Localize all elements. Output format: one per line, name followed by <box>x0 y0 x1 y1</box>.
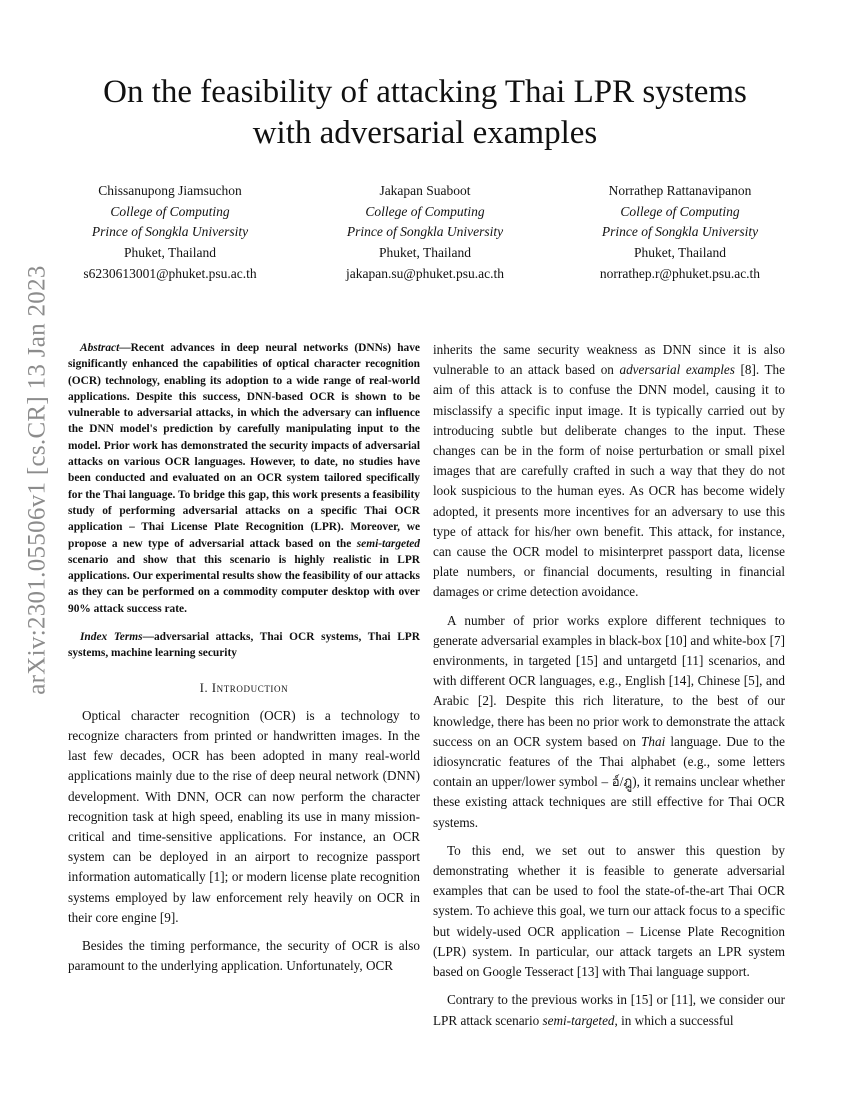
author-college: College of Computing <box>365 203 485 219</box>
author-2 <box>315 181 535 291</box>
author-block <box>60 181 790 291</box>
author-email: norrathep.r@phuket.psu.ac.th <box>599 265 761 281</box>
para-text: inherits the same security weakness as DNN since it is also vulnerable to an attack based on <box>433 342 785 378</box>
para-text: A number of prior works explore different techniques to generate adversarial examples in black-box [10] and white-box [7] environments, in targeted [15] and untargetd [11] scenarios, and with different OCR languages, e.g., English [14], Chinese [5], and Arabic [2]. Despite this rich literature, to the best of our knowledge, there has been no prior work to demonstrate the attack success on an OCR system based on <box>433 612 785 749</box>
paper-title <box>60 72 790 154</box>
title-line-2: with adversarial examples <box>252 115 598 151</box>
author-1 <box>60 181 280 291</box>
right-column <box>433 340 785 1039</box>
index-terms-text: —adversarial attacks, Thai OCR systems, Thai LPR systems, machine learning security <box>68 631 420 660</box>
intro-paragraph-1: Optical character recognition (OCR) is a technology to recognize characters from printed or handwritten images. In the last few decades, OCR has been adopted in many real-world applications mainly due to the rise of deep neural network (DNN) development. With DNN, OCR can now perform the character recognition task at high speed, enabling its use in many mission-critical and time-sensitive applications. For instance, an OCR system can be deployed in an airport to recognize passport information automatically [1]; or modern license plate recognition systems employed by law enforcement rely heavily on OCR in their core engine [9]. <box>68 707 420 925</box>
author-university: Prince of Songkla University <box>601 224 759 240</box>
intro-paragraph-2-cont <box>433 340 785 603</box>
para-text: [8]. The aim of this attack is to confuse the DNN model, causing it to misclassify a specific input image. It is typically carried out by introducing subtle but deliberate changes to the input. These changes can be in the form of noise perturbation or small pixel images that are carefully crafted in such a way that they do not look suspicious to the human eyes. As OCR has become widely adopted, it presents more incentives for an adversary to use this type of attack for his/her own benefit. This attack, for instance, can cause the OCR model to misinterpret passport data, license plate numbers, or financial documents, resulting in financial damages or crime detection avoidance. <box>433 362 785 600</box>
arxiv-id-text: arXiv:2301.05506v1 [cs.CR] 13 Jan 2023 <box>24 265 52 695</box>
author-college: College of Computing <box>620 203 740 219</box>
intro-paragraph-3 <box>433 611 785 833</box>
author-3 <box>570 181 790 291</box>
author-name: Norrathep Rattanavipanon <box>608 183 752 198</box>
author-location: Phuket, Thailand <box>634 245 726 261</box>
abstract-lead: Abstract <box>80 342 120 354</box>
intro-paragraph-2: Besides the timing performance, the security of OCR is also paramount to the underlying application. Unfortunately, OCR <box>68 938 420 974</box>
abstract-text-1: —Recent advances in deep neural networks (DNNs) have significantly enhanced the capabilities of optical character recognition (OCR) technology, enabling its adoption to a wide range of real-world applications. Despite this success, DNN-based OCR is shown to be vulnerable to adversarial attacks, in which the adversary can influence the DNN model's prediction by carefully manipulating input to the model. Prior work has demonstrated the security impacts of adversarial attacks on various OCR languages. However, to date, no studies have been conducted and evaluated on an OCR system tailored specifically for the Thai language. To bridge this gap, this work presents a feasibility study of performing adversarial attacks on a specific Thai OCR application – Thai License Plate Recognition (LPR). Moreover, we propose a new type of adversarial attack based on the <box>68 342 420 550</box>
arxiv-identifier <box>8 265 68 695</box>
abstract-text-2: scenario and show that this scenario is highly realistic in LPR applications. Our experimental results show the feasibility of our attacks as they can be performed on a commodity computer desktop with over 90% attack success rate. <box>68 553 420 615</box>
index-terms <box>68 629 420 662</box>
abstract-emphasis: semi-targeted <box>356 537 420 550</box>
abstract <box>68 340 420 617</box>
author-name: Jakapan Suaboot <box>379 183 471 198</box>
para-text: language. Due to the idiosyncratic features of the Thai alphabet (e.g., some letters contain an upper/lower symbol – อ์/ฎู), it remains unclear whether these existing attack techniques are still effective for Thai OCR systems. <box>433 733 785 830</box>
index-terms-lead: Index Terms <box>80 631 143 644</box>
author-email: jakapan.su@phuket.psu.ac.th <box>346 265 504 281</box>
para-emphasis: Thai <box>641 733 666 749</box>
intro-paragraph-5 <box>433 990 785 1030</box>
para-text: , in which a successful <box>614 1012 734 1028</box>
author-location: Phuket, Thailand <box>379 245 471 261</box>
author-college: College of Computing <box>110 203 230 219</box>
author-name: Chissanupong Jiamsuchon <box>98 183 242 198</box>
para-emphasis: semi-targeted <box>542 1012 615 1028</box>
para-text: Contrary to the previous works in [15] or [11], we consider our LPR attack scenario <box>433 992 785 1028</box>
author-location: Phuket, Thailand <box>124 245 216 261</box>
title-line-1: On the feasibility of attacking Thai LPR systems <box>103 74 747 110</box>
author-university: Prince of Songkla University <box>91 224 249 240</box>
para-emphasis: adversarial examples <box>619 362 735 378</box>
intro-paragraph-4: To this end, we set out to answer this question by demonstrating whether it is feasible to generate adversarial examples that can be used to fool the state-of-the-art Thai OCR system. To achieve this goal, we turn our attack focus to a specific but widely-used OCR application – License Plate Recognition (LPR) system. In particular, our attack targets an LPR system based on Google Tesseract [13] with Thai language support. <box>433 842 785 980</box>
left-column <box>68 340 420 984</box>
author-email: s6230613001@phuket.psu.ac.th <box>83 265 257 281</box>
author-university: Prince of Songkla University <box>346 224 504 240</box>
section-heading-introduction: I. Introduction <box>199 680 289 695</box>
